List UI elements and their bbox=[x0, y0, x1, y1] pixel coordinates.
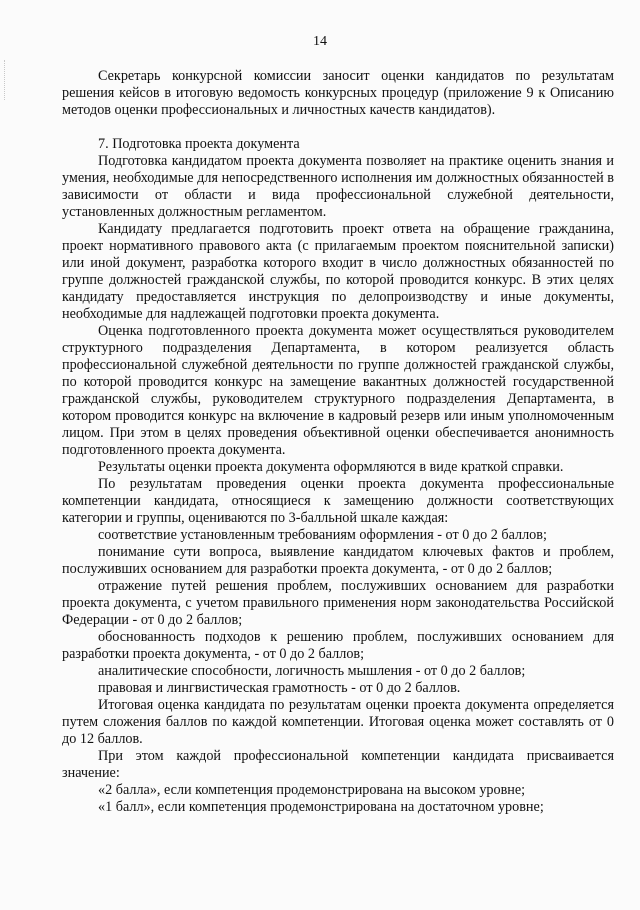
paragraph-total: Итоговая оценка кандидата по результатам оценки проекта документа определяется путем сложения баллов по каждой компетенции. Итоговая оценка может составлять от 0 до 12 баллов. bbox=[62, 697, 614, 747]
page-number: 14 bbox=[313, 34, 327, 49]
paragraph-evaluator: Оценка подготовленного проекта документа может осуществляться руководителем структурного подразделения Департамента, в котором реализуется область профессиональной служебной деятельности по группе должностей гражданской службы, по которой проводится конкурс на замещение вакантных должностей государственной гражданской службы, руководителем структурного подразделения Департамента, в котором проводится конкурс на включение в кадровый резерв или иным уполномоченным лицом. При этом в целях проведения объективной оценки обеспечивается анонимность подготовленного проекта документа. bbox=[62, 323, 614, 458]
paragraph-task: Кандидату предлагается подготовить проект ответа на обращение гражданина, проект нормативного правового акта (с прилагаемым проектом пояснительной записки) или иной документ, разработка которого входит в число должностных обязанностей по группе должностей гражданской службы, по которой проводится конкурс. В этих целях кандидату предоставляется инструкция по делопроизводству и иные документы, необходимые для надлежащей подготовки проекта документа. bbox=[62, 221, 614, 322]
criterion-literacy: правовая и лингвистическая грамотность - от 0 до 2 баллов. bbox=[98, 680, 461, 696]
paragraph-values: При этом каждой профессиональной компетенции кандидата присваивается значение: bbox=[62, 748, 614, 781]
paragraph-results: Результаты оценки проекта документа оформляются в виде краткой справки. bbox=[98, 459, 564, 475]
criterion-analytics: аналитические способности, логичность мышления - от 0 до 2 баллов; bbox=[98, 663, 526, 679]
value-two-points: «2 балла», если компетенция продемонстрирована на высоком уровне; bbox=[98, 782, 526, 798]
criterion-solutions: отражение путей решения проблем, послуживших основанием для разработки проекта документа, с учетом правильного применения норм законодательства Российской Федерации - от 0 до 2 баллов; bbox=[62, 578, 614, 628]
document-body bbox=[62, 68, 614, 816]
criterion-formatting: соответствие установленным требованиям оформления - от 0 до 2 баллов; bbox=[98, 527, 547, 543]
paragraph-purpose: Подготовка кандидатом проекта документа позволяет на практике оценить знания и умения, необходимые для непосредственного исполнения им должностных обязанностей в зависимости от области и вида профессиональной служебной деятельности, установленных должностным регламентом. bbox=[62, 153, 614, 220]
criterion-understanding: понимание сути вопроса, выявление кандидатом ключевых фактов и проблем, послуживших основанием для разработки проекта документа, - от 0 до 2 баллов; bbox=[62, 544, 614, 577]
criterion-justification: обоснованность подходов к решению проблем, послуживших основанием для разработки проекта документа, - от 0 до 2 баллов; bbox=[62, 629, 614, 662]
scan-artifact bbox=[4, 60, 15, 100]
paragraph-secretary: Секретарь конкурсной комиссии заносит оценки кандидатов по результатам решения кейсов в итоговую ведомость конкурсных процедур (приложение 9 к Описанию методов оценки профессиональных и личностных качеств кандидатов). bbox=[62, 68, 614, 118]
paragraph-scale: По результатам проведения оценки проекта документа профессиональные компетенции кандидата, относящиеся к замещению должности соответствующих категории и группы, оцениваются по 3-балльной шкале каждая: bbox=[62, 476, 614, 526]
section-heading: 7. Подготовка проекта документа bbox=[98, 136, 300, 152]
value-one-point: «1 балл», если компетенция продемонстрирована на достаточном уровне; bbox=[98, 799, 544, 815]
